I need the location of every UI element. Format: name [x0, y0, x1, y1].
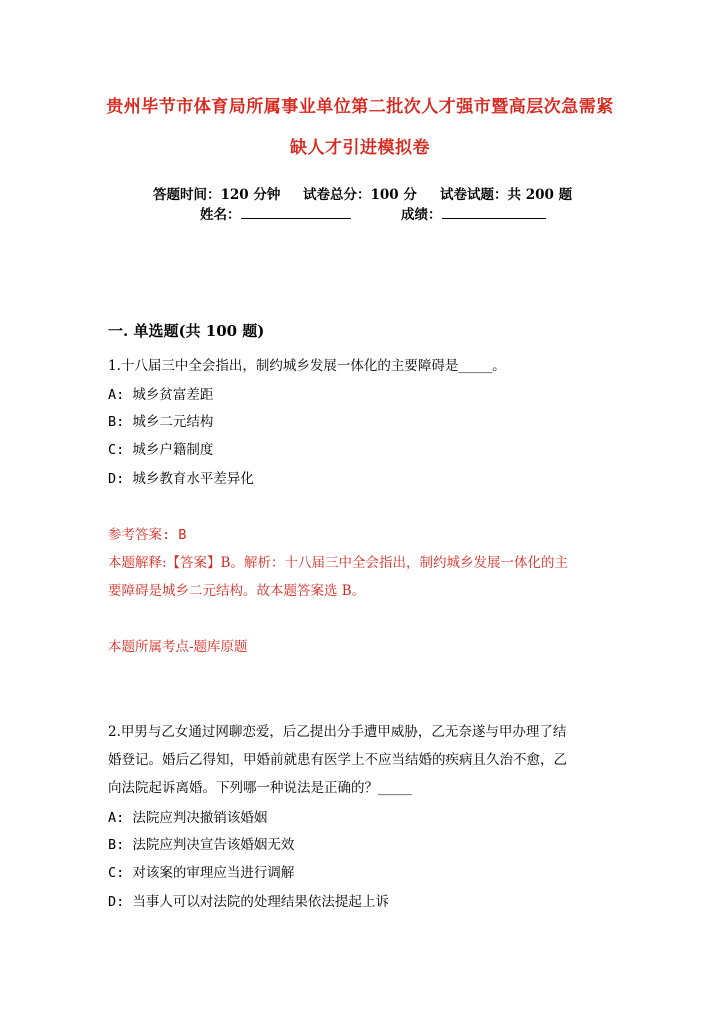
- name-label: 姓名：: [200, 207, 241, 223]
- exam-time: 答题时间：120 分钟: [153, 187, 281, 203]
- question-2-stem-line-1: 2.甲男与乙女通过网聊恋爱，后乙提出分手遭甲威胁，乙无奈遂与甲办理了结: [108, 724, 567, 740]
- question-1-answer: 参考答案: B: [108, 527, 187, 543]
- score-field: [401, 203, 546, 223]
- score-blank: [442, 204, 546, 219]
- question-2-option-d: D: 当事人可以对法院的处理结果依法提起上诉: [108, 894, 389, 910]
- question-1-option-d: D: 城乡教育水平差异化: [108, 471, 254, 487]
- question-2-option-a: A: 法院应判决撤销该婚姻: [108, 810, 268, 826]
- question-1-explanation-line-2: 要障碍是城乡二元结构。故本题答案选 B。: [108, 583, 366, 599]
- question-2-stem-line-2: 婚登记。婚后乙得知，甲婚前就患有医学上不应当结婚的疾病且久治不愈，乙: [108, 752, 567, 768]
- page-title-line-1: 贵州毕节市体育局所属事业单位第二批次人才强市暨高层次急需紧: [106, 97, 614, 117]
- section-title: 一. 单选题(共 100 题): [108, 322, 265, 340]
- question-1-stem: 1.十八届三中全会指出，制约城乡发展一体化的主要障碍是_____。: [108, 358, 506, 374]
- exam-total-score: 试卷总分：100 分: [303, 187, 417, 203]
- score-label: 成绩：: [401, 207, 442, 223]
- question-1-source: 本题所属考点-题库原题: [108, 639, 248, 655]
- question-1-option-b: B: 城乡二元结构: [108, 414, 214, 430]
- page-title-line-2: 缺人才引进模拟卷: [290, 138, 430, 158]
- exam-total-questions: 试卷试题：共 200 题: [440, 187, 573, 203]
- name-blank: [241, 204, 351, 219]
- question-1-option-c: C: 城乡户籍制度: [108, 442, 214, 458]
- question-1-explanation-line-1: 本题解释:【答案】B。解析：十八届三中全会指出，制约城乡发展一体化的主: [108, 555, 568, 571]
- question-2-option-b: B: 法院应判决宣告该婚姻无效: [108, 837, 295, 853]
- question-1-option-a: A: 城乡贫富差距: [108, 387, 214, 403]
- question-2-stem-line-3: 向法院起诉离婚。下列哪一种说法是正确的？_____: [108, 780, 412, 796]
- question-2-option-c: C: 对该案的审理应当进行调解: [108, 865, 295, 881]
- name-field: [200, 203, 351, 223]
